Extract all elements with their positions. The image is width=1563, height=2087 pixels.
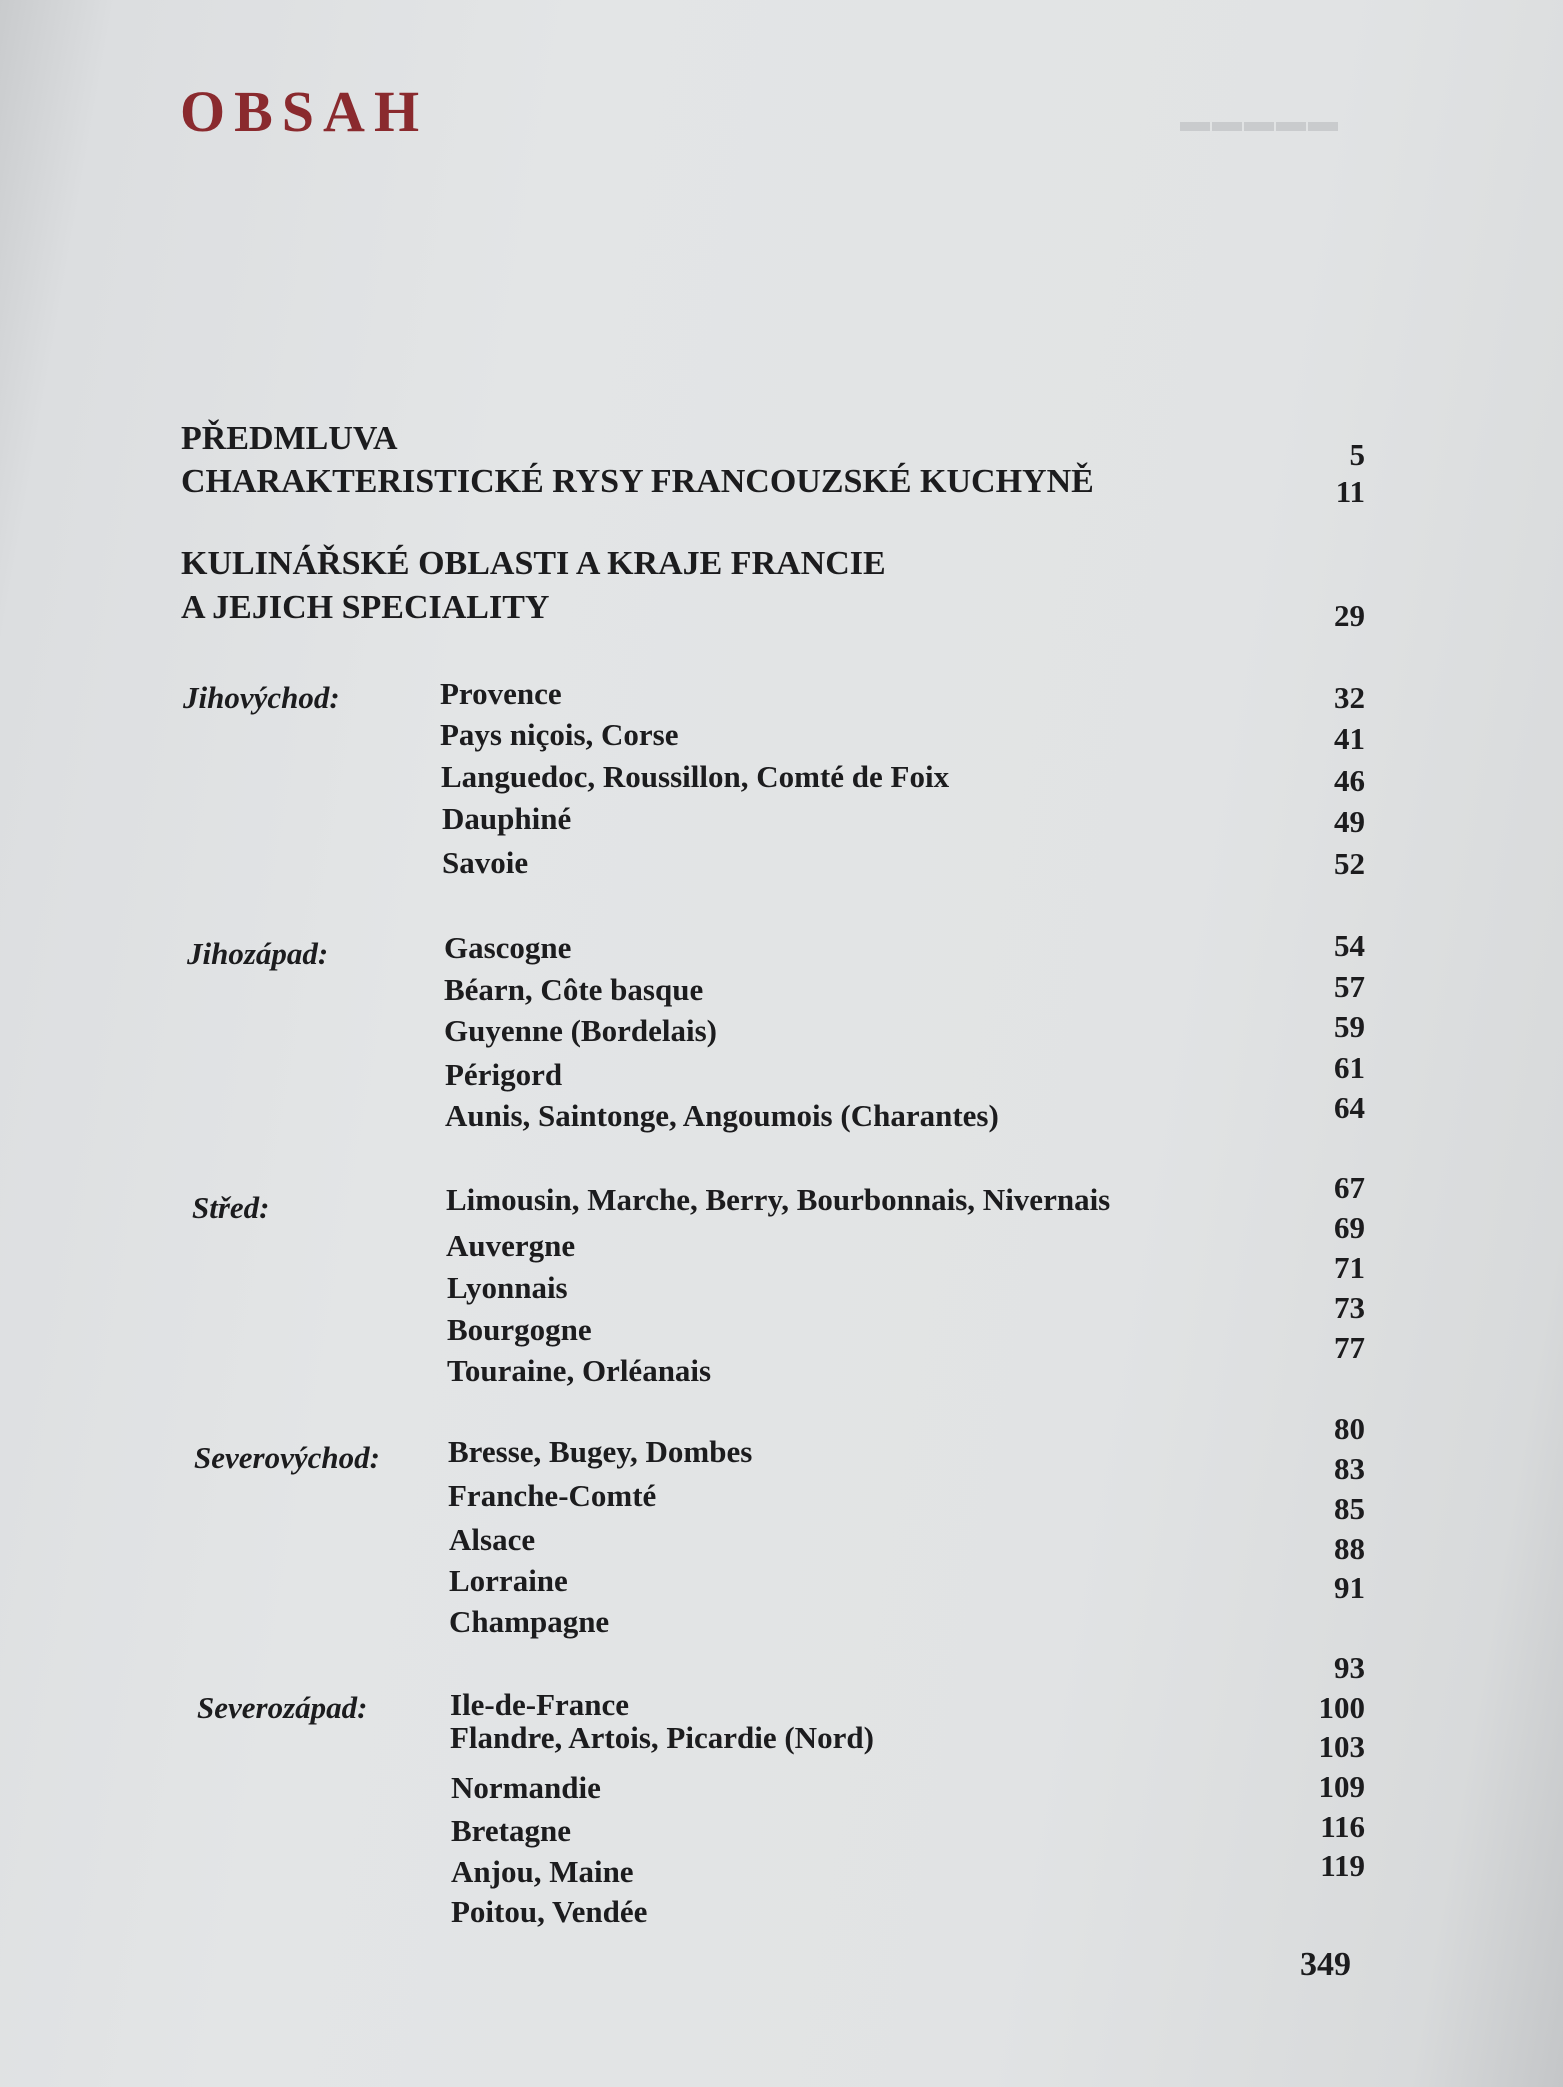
place-entry: Limousin, Marche, Berry, Bourbonnais, Nivernais xyxy=(446,1182,1111,1217)
place-entry: Ile-de-France xyxy=(450,1687,630,1722)
page-number: 77 xyxy=(1334,1330,1365,1365)
page-number: 88 xyxy=(1334,1531,1365,1566)
place-entry: Anjou, Maine xyxy=(451,1854,634,1889)
page-number: 41 xyxy=(1334,721,1365,756)
place-entry: Champagne xyxy=(449,1604,610,1639)
section-page-number: 29 xyxy=(1334,598,1365,633)
place-entry: Poitou, Vendée xyxy=(451,1894,648,1929)
section-title-line2: A JEJICH SPECIALITY xyxy=(181,589,550,626)
place-entry: Savoie xyxy=(442,845,529,880)
page-number: 59 xyxy=(1334,1009,1365,1044)
region-label-severovychod: Severovýchod: xyxy=(194,1440,380,1475)
place-entry: Aunis, Saintonge, Angoumois (Charantes) xyxy=(445,1098,999,1133)
page-number: 91 xyxy=(1334,1570,1365,1605)
page-number: 116 xyxy=(1320,1809,1365,1844)
page-number: 85 xyxy=(1334,1491,1365,1526)
page-number: 49 xyxy=(1334,804,1365,839)
page-number: 83 xyxy=(1334,1451,1365,1486)
place-entry: Lorraine xyxy=(449,1563,568,1598)
page-number: 61 xyxy=(1334,1050,1365,1085)
page-number: 67 xyxy=(1334,1170,1365,1205)
place-entry: Périgord xyxy=(445,1057,563,1092)
page-number: 100 xyxy=(1318,1690,1365,1725)
place-entry: Languedoc, Roussillon, Comté de Foix xyxy=(441,759,950,794)
place-entry: Bretagne xyxy=(451,1813,571,1848)
page-number: 93 xyxy=(1334,1650,1365,1685)
toc-entry-predmluva: PŘEDMLUVA xyxy=(181,420,398,457)
place-entry: Guyenne (Bordelais) xyxy=(444,1013,717,1048)
page-number: 71 xyxy=(1334,1250,1365,1285)
place-entry: Bresse, Bugey, Dombes xyxy=(448,1434,753,1469)
page-number: 103 xyxy=(1318,1729,1365,1764)
page-title: OBSAH xyxy=(180,79,429,144)
region-label-stred: Střed: xyxy=(192,1190,270,1225)
page-number: 57 xyxy=(1334,969,1365,1004)
toc-entry-charakteristicke-rysy: CHARAKTERISTICKÉ RYSY FRANCOUZSKÉ KUCHYNĚ xyxy=(181,463,1094,500)
place-entry: Lyonnais xyxy=(447,1270,568,1305)
place-entry: Normandie xyxy=(451,1770,601,1805)
page-number-charakteristicke-rysy: 11 xyxy=(1335,474,1365,509)
place-entry: Gascogne xyxy=(444,930,572,965)
place-entry: Dauphiné xyxy=(442,801,572,836)
page-number: 52 xyxy=(1334,846,1365,881)
place-entry: Bourgogne xyxy=(447,1312,592,1347)
place-entry: Auvergne xyxy=(446,1228,576,1263)
region-label-severozapad: Severozápad: xyxy=(197,1690,368,1725)
place-entry: Pays niçois, Corse xyxy=(440,717,679,752)
page-number: 54 xyxy=(1334,928,1365,963)
page-number: 32 xyxy=(1334,680,1365,715)
bleed-through: ▬▬▬▬▬ xyxy=(1180,105,1340,138)
page-number: 69 xyxy=(1334,1210,1365,1245)
place-entry: Alsace xyxy=(449,1522,536,1557)
place-entry: Franche-Comté xyxy=(448,1478,657,1513)
page-number: 73 xyxy=(1334,1290,1365,1325)
region-label-jihozapad: Jihozápad: xyxy=(187,936,329,971)
place-entry: Flandre, Artois, Picardie (Nord) xyxy=(450,1720,874,1755)
page-number: 109 xyxy=(1318,1769,1365,1804)
folio-page-number: 349 xyxy=(1300,1946,1351,1983)
page-number-predmluva: 5 xyxy=(1349,437,1365,472)
place-entry: Touraine, Orléanais xyxy=(447,1353,712,1388)
place-entry: Provence xyxy=(440,676,562,711)
page-number: 64 xyxy=(1334,1090,1365,1125)
region-label-jihovychod: Jihovýchod: xyxy=(183,680,340,715)
place-entry: Béarn, Côte basque xyxy=(444,972,704,1007)
page-number: 119 xyxy=(1320,1848,1365,1883)
page-number: 80 xyxy=(1334,1411,1365,1446)
page-number: 46 xyxy=(1334,763,1365,798)
section-title-line1: KULINÁŘSKÉ OBLASTI A KRAJE FRANCIE xyxy=(181,545,886,582)
